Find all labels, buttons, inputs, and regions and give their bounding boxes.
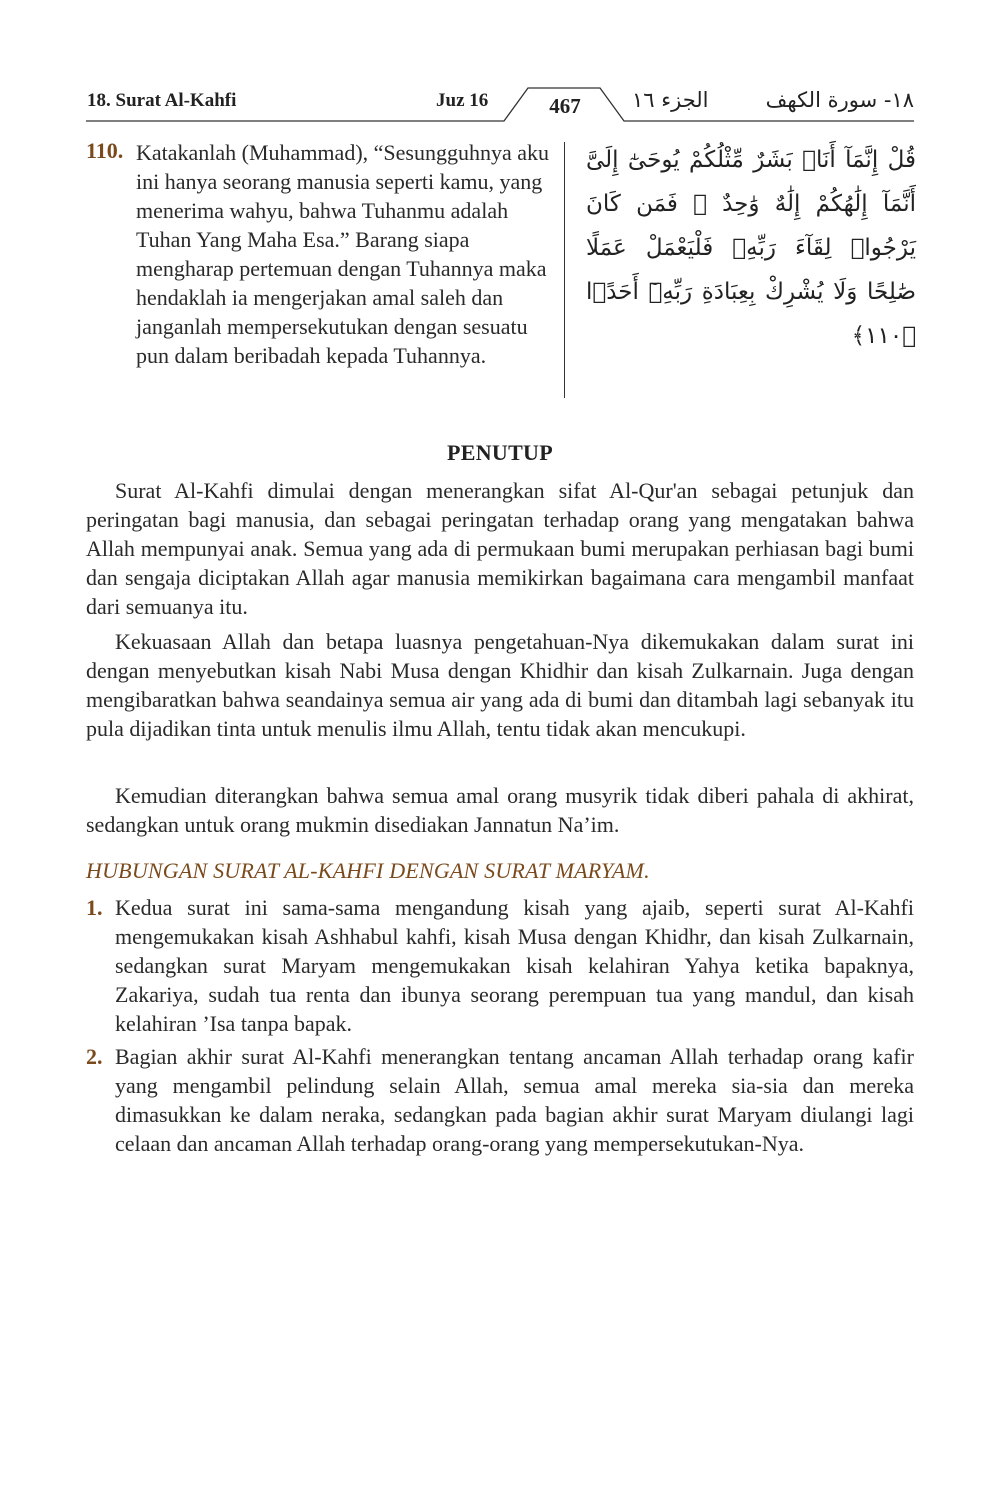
list-item-number: 1. [86, 895, 103, 920]
list-item [86, 1042, 914, 1158]
ayah-translation: Katakanlah (Muhammad), “Sesungguhnya aku ini hanya seorang manusia seperti kamu, yang menerima wahyu, bahwa Tuhanmu adalah Tuhan Yang Maha Esa.” Barang siapa mengharap pertemuan dengan Tuhannya maka hendaklah ia mengerjakan amal saleh dan janganlah mempersekutukan dengan sesuatu pun dalam beribadah kepada Tuhannya. [136, 140, 549, 368]
closing-paragraph [86, 781, 914, 839]
relation-list [86, 893, 914, 1162]
ayah-block [86, 138, 916, 400]
list-item-number: 2. [86, 1044, 103, 1069]
closing-paragraph [86, 627, 914, 743]
list-item [86, 893, 914, 1038]
closing-paragraph [86, 476, 914, 621]
paragraph-text: Kekuasaan Allah dan betapa luasnya pengetahuan-Nya dikemukakan dalam surat ini dengan menyebutkan kisah Nabi Musa dengan Khidhir dan kisah Zulkarnain. Juga dengan mengibaratkan bahwa seandainya semua air yang ada di bumi dan ditambah lagi sebanyak itu pula dijadikan tinta untuk menulis ilmu Allah, tentu tidak akan mencukupi. [86, 629, 914, 741]
paragraph-text: Surat Al-Kahfi dimulai dengan menerangkan sifat Al-Qur'an sebagai petunjuk dan peringatan bagi manusia, dan sebagai peringatan terhadap orang yang mengatakan bahwa Allah mempunyai anak. Semua yang ada di permukaan bumi merupakan perhiasan bagi bumi dan sengaja diciptakan Allah agar manusia memikirkan bagaimana cara mengambil manfaat dari semuanya itu. [86, 478, 914, 619]
relation-heading: HUBUNGAN SURAT AL-KAHFI DENGAN SURAT MARYAM. [86, 858, 650, 883]
surah-title-arabic: ١٨- سورة الكهف [765, 88, 914, 112]
column-divider [564, 142, 565, 398]
surah-title-latin: 18. Surat Al-Kahfi [87, 90, 237, 111]
paragraph-text: Kemudian diterangkan bahwa semua amal orang musyrik tidak diberi pahala di akhirat, sedangkan untuk orang mukmin disediakan Jannatun Na’im. [86, 783, 914, 837]
ayah-number: 110. [86, 138, 124, 163]
section-title-penutup: PENUTUP [447, 440, 553, 465]
list-item-text: Bagian akhir surat Al-Kahfi menerangkan tentang ancaman Allah terhadap orang kafir yang mengambil pelindung selain Allah, semua amal mereka sia-sia dan mereka dimasukkan ke dalam neraka, sedangkan pada bagian akhir surat Maryam diulangi lagi celaan dan ancaman Allah terhadap orang-orang yang mempersekutukan-Nya. [115, 1044, 914, 1156]
list-item-text: Kedua surat ini sama-sama mengandung kisah yang ajaib, seperti surat Al-Kahfi mengemukakan kisah Ashhabul kahfi, kisah Musa dengan Khidhr, dan kisah Zulkarnain, sedangkan surat Maryam mengemukakan kisah kelahiran Yahya ketika bapaknya, Zakariya, sudah tua renta dan ibunya seorang perempuan tua yang mandul, dan kisah kelahiran ’Isa tanpa bapak. [115, 895, 914, 1036]
page-header [0, 0, 1000, 130]
juz-label-latin: Juz 16 [436, 90, 489, 111]
ayah-arabic-text: قُلْ إِنَّمَآ أَنَا۠ بَشَرٌ مِّثْلُكُمْ يُوحَىٰٓ إِلَىَّ أَنَّمَآ إِلَٰهُكُمْ إِلَٰهٌ وَٰحِدٌ ۖ فَمَن كَانَ يَرْجُوا۟ لِقَآءَ رَبِّهِۦ فَلْيَعْمَلْ عَمَلًا صَٰلِحًا وَلَا يُشْرِكْ بِعِبَادَةِ رَبِّهِۦٓ أَحَدًۢا ﴿١١٠﴾ [586, 147, 916, 349]
juz-label-arabic: الجزء ١٦ [632, 88, 709, 112]
page-number: 467 [549, 94, 581, 118]
